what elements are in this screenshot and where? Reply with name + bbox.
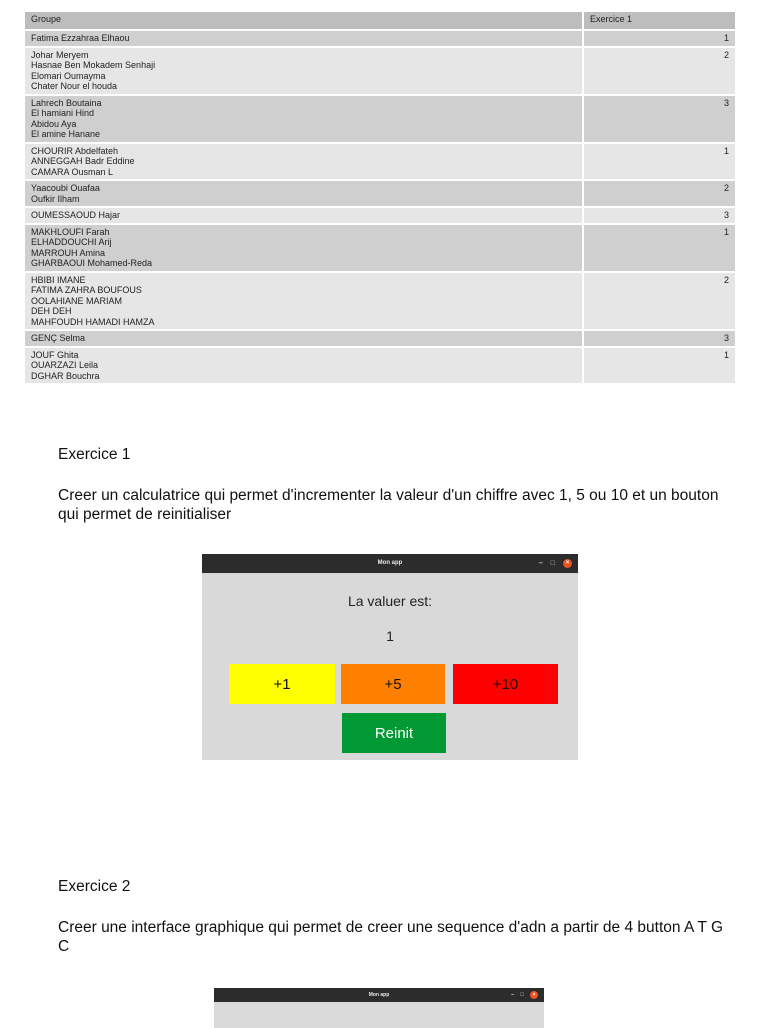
window-title: Mon app bbox=[377, 560, 403, 566]
member-name: HBIBI IMANE bbox=[31, 274, 86, 285]
table-header-row bbox=[25, 12, 735, 29]
window-title: Mon app bbox=[368, 992, 390, 998]
exercise-number-cell: 1 bbox=[582, 31, 735, 46]
group-members-cell bbox=[25, 273, 582, 330]
exercise-1-description: Creer un calculatrice qui permet d'incrementer la valeur d'un chiffre avec 1, 5 ou 10 et un bouton qui permet de reinitialiser bbox=[58, 487, 719, 523]
header-groupe: Groupe bbox=[25, 12, 582, 29]
member-name: GHARBAOUI Mohamed-Reda bbox=[31, 258, 153, 268]
member-name: Hasnae Ben Mokadem Senhaji bbox=[31, 60, 156, 70]
exercise-1-title: Exercice 1 bbox=[58, 446, 131, 463]
member-name: OOLAHIANE MARIAM bbox=[31, 295, 123, 306]
group-members-cell bbox=[25, 331, 582, 346]
member-name: DGHAR Bouchra bbox=[31, 370, 100, 381]
member-name: Johar Meryem bbox=[31, 49, 89, 60]
value-label: La valuer est: bbox=[347, 593, 433, 609]
table-body bbox=[25, 31, 735, 383]
exercise-number-cell: 3 bbox=[582, 208, 735, 223]
close-icon[interactable]: × bbox=[530, 991, 538, 999]
member-name: CAMARA Ousman L bbox=[31, 166, 114, 177]
member-name: JOUF Ghita bbox=[31, 349, 79, 360]
member-name: ELHADDOUCHI Arij bbox=[31, 237, 112, 247]
exercise-2-title: Exercice 2 bbox=[58, 878, 131, 895]
plus-10-button[interactable]: +10 bbox=[453, 664, 558, 704]
group-members-cell bbox=[25, 48, 582, 94]
exercise-number-cell: 2 bbox=[582, 48, 735, 94]
exercise-number-cell: 1 bbox=[582, 348, 735, 384]
calculator-app-window bbox=[202, 554, 578, 760]
member-name: ANNEGGAH Badr Eddine bbox=[31, 156, 135, 166]
table-row bbox=[25, 208, 735, 223]
table-row bbox=[25, 331, 735, 346]
table-row bbox=[25, 48, 735, 94]
exercise-number-cell: 2 bbox=[582, 273, 735, 330]
member-name: DEH DEH bbox=[31, 306, 72, 316]
table-row bbox=[25, 96, 735, 142]
member-name: OUMESSAOUD Hajar bbox=[31, 210, 121, 220]
window-titlebar bbox=[214, 988, 544, 1002]
table-row bbox=[25, 181, 735, 206]
groups-table bbox=[25, 10, 735, 385]
exercise-number-cell: 3 bbox=[582, 96, 735, 142]
minimize-icon[interactable]: – bbox=[511, 992, 515, 998]
table-row bbox=[25, 144, 735, 180]
member-name: El hamiani Hind bbox=[31, 108, 95, 118]
window-controls bbox=[539, 554, 572, 573]
group-members-cell bbox=[25, 181, 582, 206]
close-icon[interactable]: × bbox=[563, 559, 572, 568]
window-controls bbox=[511, 988, 538, 1002]
member-name: MARROUH Amina bbox=[31, 247, 106, 258]
reinit-button[interactable]: Reinit bbox=[342, 713, 446, 753]
member-name: MAHFOUDH HAMADI HAMZA bbox=[31, 316, 155, 327]
member-name: Oufkir Ilham bbox=[31, 193, 80, 204]
maximize-icon[interactable]: □ bbox=[520, 992, 524, 998]
table-row bbox=[25, 273, 735, 330]
value-display: 1 bbox=[386, 628, 394, 644]
dna-app-window bbox=[214, 988, 544, 1028]
group-members-cell bbox=[25, 208, 582, 223]
exercise-number-cell: 1 bbox=[582, 225, 735, 271]
exercise-number-cell: 3 bbox=[582, 331, 735, 346]
plus-1-button[interactable]: +1 bbox=[229, 664, 335, 704]
member-name: MAKHLOUFI Farah bbox=[31, 226, 110, 237]
group-members-cell bbox=[25, 96, 582, 142]
group-members-cell bbox=[25, 31, 582, 46]
member-name: El amine Hanane bbox=[31, 129, 101, 139]
member-name: Fatima Ezzahraa Elhaou bbox=[31, 33, 130, 43]
maximize-icon[interactable]: □ bbox=[550, 560, 555, 567]
group-members-cell bbox=[25, 225, 582, 271]
exercise-2-description: Creer une interface graphique qui permet de creer une sequence d'adn a partir de 4 button A T G C bbox=[58, 919, 724, 955]
plus-5-button[interactable]: +5 bbox=[341, 664, 445, 704]
member-name: FATIMA ZAHRA BOUFOUS bbox=[31, 285, 142, 295]
member-name: CHOURIR Abdelfateh bbox=[31, 145, 119, 156]
exercise-number-cell: 1 bbox=[582, 144, 735, 180]
table-row bbox=[25, 31, 735, 46]
group-members-cell bbox=[25, 348, 582, 384]
member-name: Abidou Aya bbox=[31, 118, 77, 129]
member-name: OUARZAZI Leila bbox=[31, 360, 99, 370]
window-titlebar bbox=[202, 554, 578, 573]
table-row bbox=[25, 225, 735, 271]
group-members-cell bbox=[25, 144, 582, 180]
member-name: Lahrech Boutaina bbox=[31, 97, 102, 108]
minimize-icon[interactable]: – bbox=[538, 560, 543, 567]
member-name: Yaacoubi Ouafaa bbox=[31, 183, 100, 193]
member-name: Chater Nour el houda bbox=[31, 81, 118, 91]
header-exercice-1: Exercice 1 bbox=[582, 12, 735, 29]
table-row bbox=[25, 348, 735, 384]
member-name: Elomari Oumayma bbox=[31, 70, 106, 81]
exercise-number-cell: 2 bbox=[582, 181, 735, 206]
member-name: GENÇ Selma bbox=[31, 333, 86, 343]
